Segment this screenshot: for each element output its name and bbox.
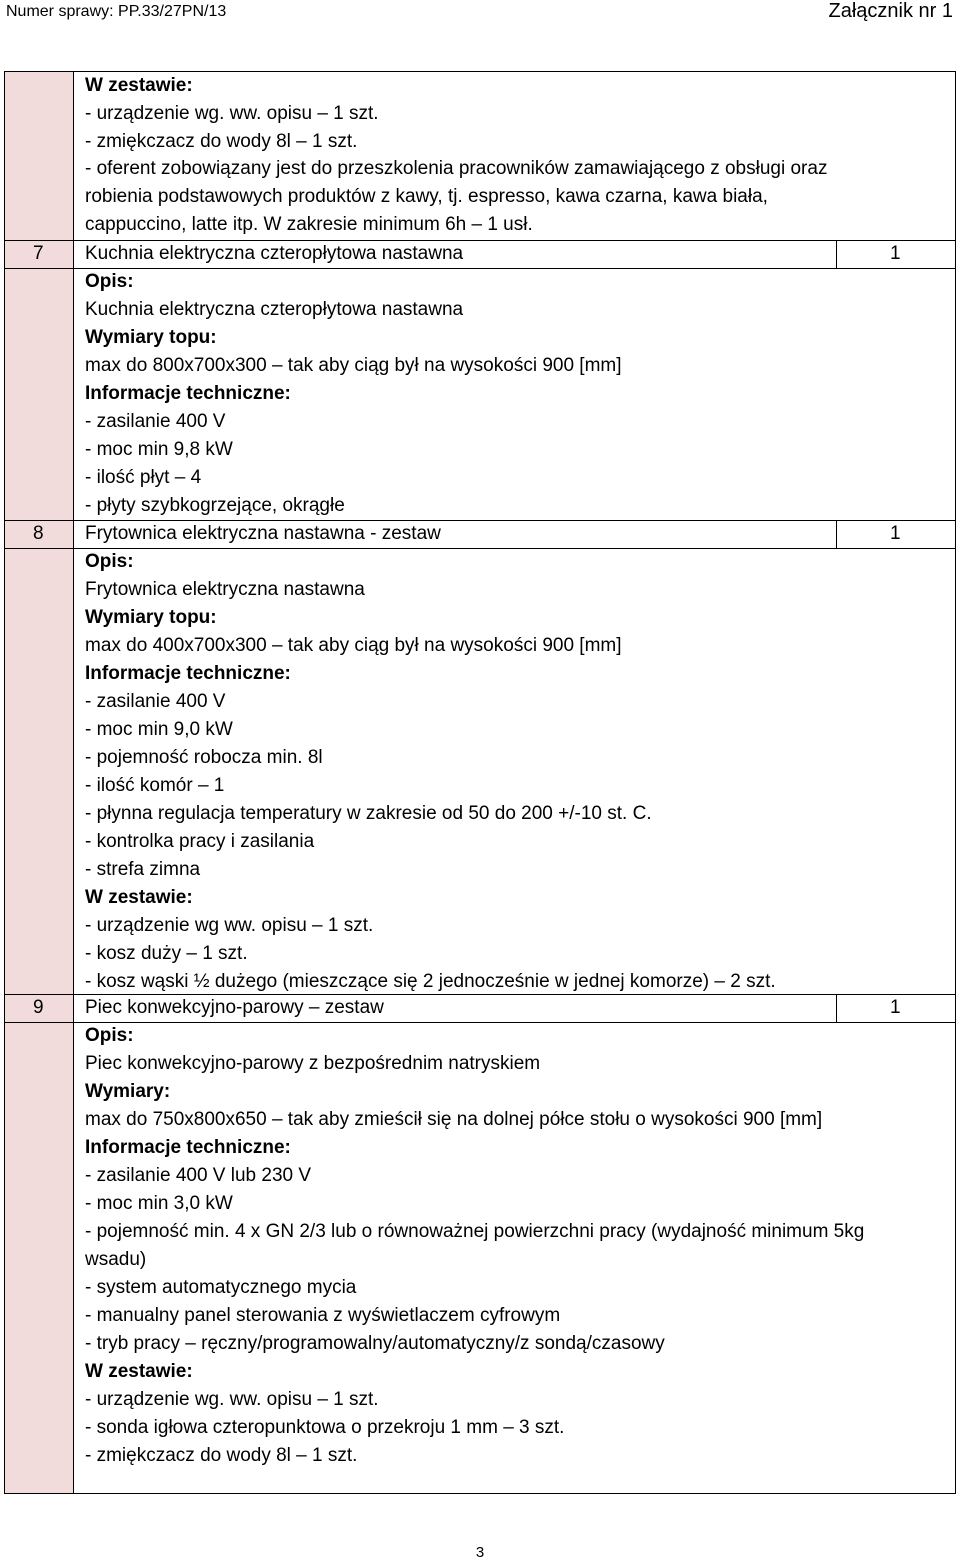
spec-line: - strefa zimna <box>85 859 201 880</box>
number-column <box>5 72 74 1493</box>
attachment-label: Załącznik nr 1 <box>828 0 953 22</box>
section-heading: Opis: <box>85 1025 134 1046</box>
section-heading: Informacje techniczne: <box>85 663 291 684</box>
spec-line: max do 400x700x300 – tak aby ciąg był na wysokości 900 [mm] <box>85 635 622 656</box>
spec-line: Kuchnia elektryczna czteropłytowa nastawna <box>85 299 464 320</box>
spec-line: - płyty szybkogrzejące, okrągłe <box>85 495 345 516</box>
section-heading: Informacje techniczne: <box>85 1137 291 1158</box>
spec-line: cappuccino, latte itp. W zakresie minimum 6h – 1 usł. <box>85 214 533 235</box>
spec-line: max do 750x800x650 – tak aby zmieścił się na dolnej półce stołu o wysokości 900 [mm] <box>85 1109 823 1130</box>
item-number: 7 <box>33 243 44 264</box>
section-heading: Wymiary: <box>85 1081 171 1102</box>
spec-line: Piec konwekcyjno-parowy z bezpośrednim natryskiem <box>85 1053 541 1074</box>
spec-line: - kosz duży – 1 szt. <box>85 943 248 964</box>
case-number: Numer sprawy: PP.33/27PN/13 <box>6 3 227 20</box>
spec-line: - zasilanie 400 V <box>85 411 226 432</box>
item-quantity: 1 <box>890 997 901 1018</box>
spec-line: Frytownica elektryczna nastawna <box>85 579 365 600</box>
section-heading: W zestawie: <box>85 75 193 96</box>
section-heading: W zestawie: <box>85 887 193 908</box>
spec-line: - moc min 9,0 kW <box>85 719 233 740</box>
spec-line: - zasilanie 400 V lub 230 V <box>85 1165 312 1186</box>
spec-line: - ilość komór – 1 <box>85 775 225 796</box>
item-number: 8 <box>33 523 44 544</box>
spec-line: wsadu) <box>85 1249 147 1270</box>
qty-separator <box>836 994 837 1022</box>
specification-table <box>4 71 956 1494</box>
spec-line: - pojemność min. 4 x GN 2/3 lub o równoważnej powierzchni pracy (wydajność minimum 5kg <box>85 1221 865 1242</box>
item-name: Piec konwekcyjno-parowy – zestaw <box>85 997 384 1018</box>
spec-line: - zmiękczacz do wody 8l – 1 szt. <box>85 1445 358 1466</box>
spec-line: - ilość płyt – 4 <box>85 467 202 488</box>
section-heading: Opis: <box>85 271 134 292</box>
spec-line: - zasilanie 400 V <box>85 691 226 712</box>
spec-line: - urządzenie wg. ww. opisu – 1 szt. <box>85 102 379 124</box>
name-separator <box>5 268 955 269</box>
spec-line: - oferent zobowiązany jest do przeszkolenia pracowników zamawiającego z obsługi oraz <box>85 158 828 180</box>
spec-line: - zmiękczacz do wody 8l – 1 szt. <box>85 130 358 152</box>
section-heading: Wymiary topu: <box>85 607 217 628</box>
spec-line: - tryb pracy – ręczny/programowalny/automatyczny/z sondą/czasowy <box>85 1333 665 1354</box>
qty-separator <box>836 240 837 268</box>
qty-separator <box>836 520 837 548</box>
item-name: Kuchnia elektryczna czteropłytowa nastawna <box>85 243 464 264</box>
spec-line: - urządzenie wg ww. opisu – 1 szt. <box>85 915 374 936</box>
spec-line: - moc min 9,8 kW <box>85 439 233 460</box>
spec-line: - pojemność robocza min. 8l <box>85 747 323 768</box>
spec-line: - kontrolka pracy i zasilania <box>85 831 315 852</box>
item-name: Frytownica elektryczna nastawna - zestaw <box>85 523 441 544</box>
spec-line: - moc min 3,0 kW <box>85 1193 233 1214</box>
section-heading: Wymiary topu: <box>85 327 217 348</box>
name-separator <box>5 1022 955 1023</box>
section-heading: Informacje techniczne: <box>85 383 291 404</box>
item-quantity: 1 <box>890 523 901 544</box>
page-number: 3 <box>475 1544 485 1561</box>
item-quantity: 1 <box>890 243 901 264</box>
spec-line: - sonda igłowa czteropunktowa o przekroju 1 mm – 3 szt. <box>85 1417 565 1438</box>
spec-line: max do 800x700x300 – tak aby ciąg był na wysokości 900 [mm] <box>85 355 622 376</box>
spec-line: - manualny panel sterowania z wyświetlaczem cyfrowym <box>85 1305 561 1326</box>
spec-line: - płynna regulacja temperatury w zakresie od 50 do 200 +/-10 st. C. <box>85 803 652 824</box>
spec-line: robienia podstawowych produktów z kawy, tj. espresso, kawa czarna, kawa biała, <box>85 186 768 208</box>
item-number: 9 <box>33 997 44 1018</box>
section-heading: Opis: <box>85 551 134 572</box>
spec-line: - urządzenie wg. ww. opisu – 1 szt. <box>85 1389 379 1410</box>
spec-line: - kosz wąski ½ dużego (mieszczące się 2 jednocześnie w jednej komorze) – 2 szt. <box>85 971 776 992</box>
name-separator <box>5 548 955 549</box>
section-heading: W zestawie: <box>85 1361 193 1382</box>
spec-line: - system automatycznego mycia <box>85 1277 357 1298</box>
